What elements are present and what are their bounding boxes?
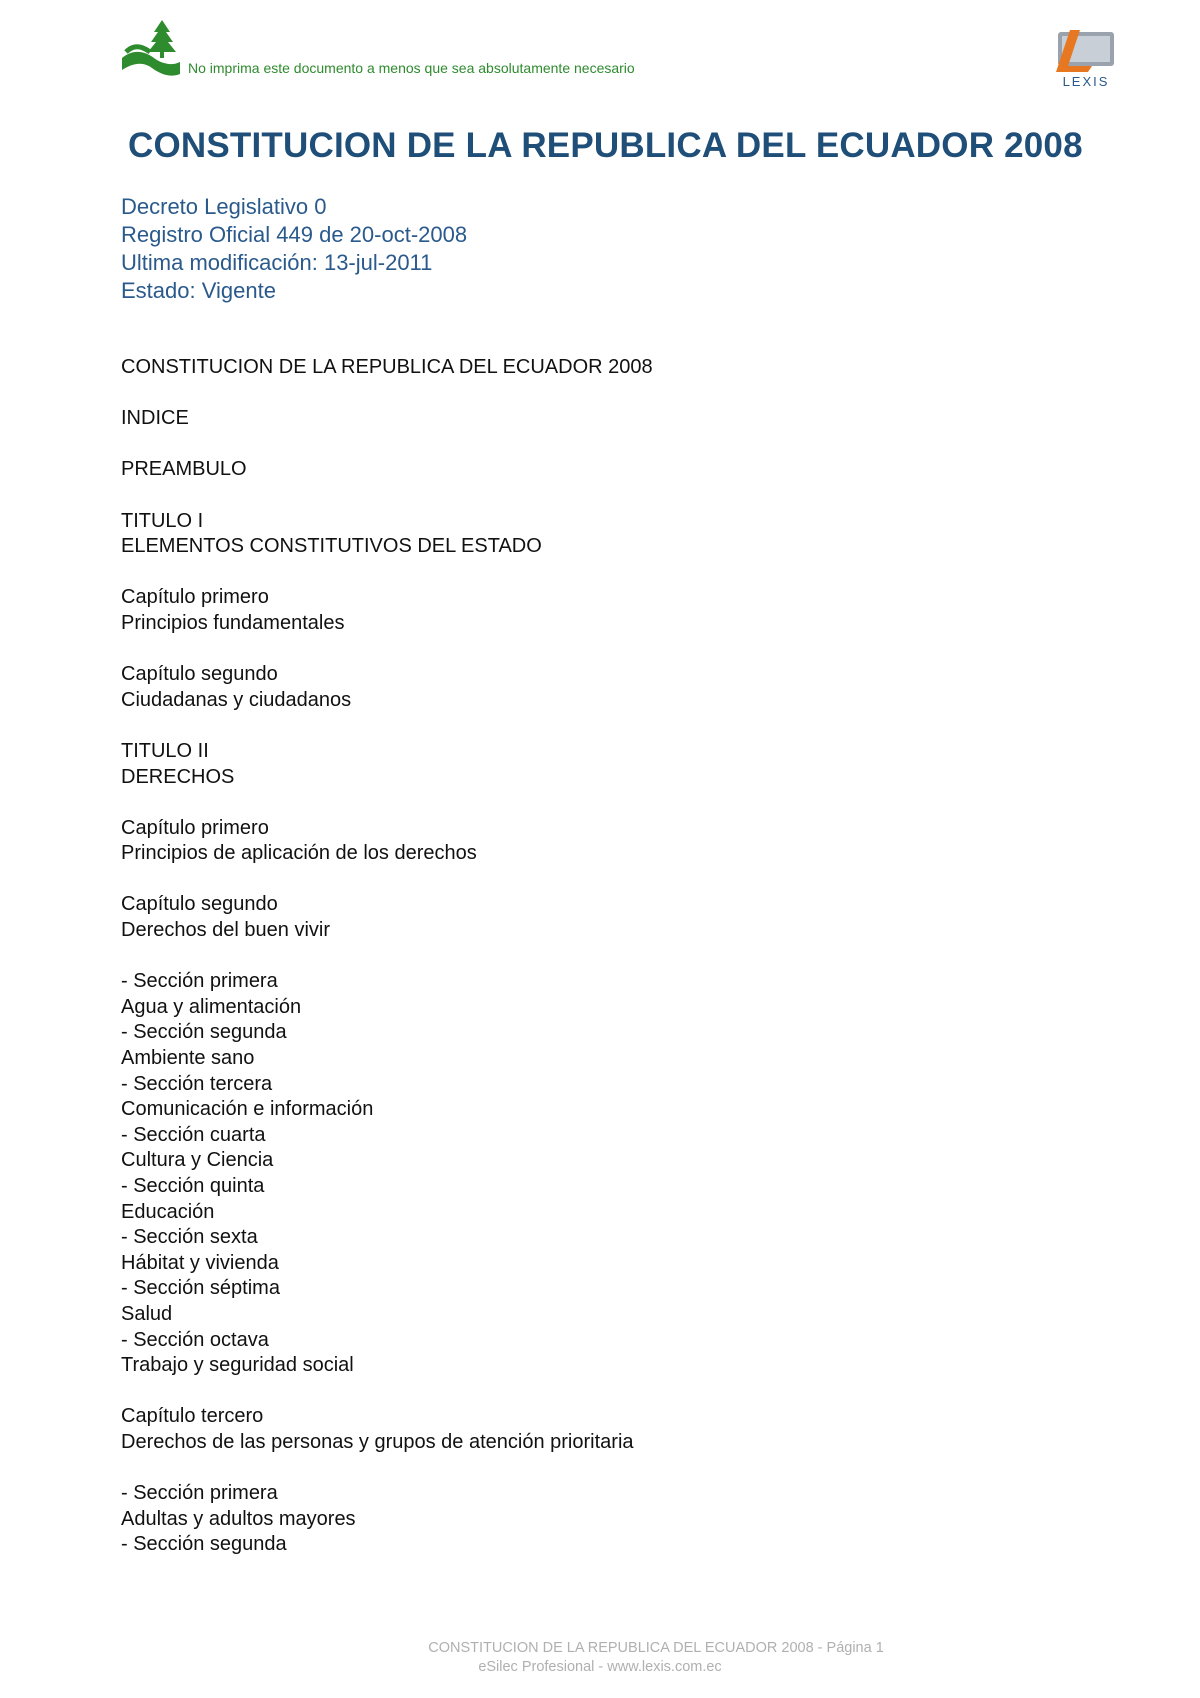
page-header xyxy=(0,0,1200,100)
document-line: DERECHOS xyxy=(121,765,235,788)
document-line: INDICE xyxy=(121,407,189,430)
document-line: Capítulo tercero xyxy=(121,1405,264,1428)
document-line: CONSTITUCION DE LA REPUBLICA DEL ECUADOR 2008 xyxy=(121,356,653,378)
blank-line xyxy=(121,381,653,407)
document-line: - Sección quinta xyxy=(121,1175,265,1197)
document-line: PREAMBULO xyxy=(121,458,247,481)
document-index-body xyxy=(121,355,653,1558)
meta-registro: Registro Oficial 449 de 20-oct-2008 xyxy=(121,222,468,247)
blank-line xyxy=(121,432,653,458)
document-line: - Sección primera xyxy=(121,970,278,993)
document-line: - Sección tercera xyxy=(121,1072,273,1095)
document-line: Trabajo y seguridad social xyxy=(121,1354,354,1377)
document-line: - Sección octava xyxy=(121,1328,269,1351)
document-line: Capítulo segundo xyxy=(121,893,278,916)
blank-line xyxy=(121,483,653,509)
blank-line xyxy=(121,560,653,586)
lexis-logo xyxy=(1046,26,1126,88)
document-line: Capítulo segundo xyxy=(121,663,278,686)
document-line: TITULO I xyxy=(121,509,204,532)
document-line: - Sección primera xyxy=(121,1482,278,1505)
document-line: Educación xyxy=(121,1200,215,1223)
blank-line xyxy=(121,790,653,816)
document-line: Principios de aplicación de los derechos xyxy=(121,842,477,865)
document-line: - Sección sexta xyxy=(121,1226,258,1249)
document-line: Capítulo primero xyxy=(121,816,269,839)
meta-estado: Estado: Vigente xyxy=(121,278,276,303)
document-line: TITULO II xyxy=(121,739,209,762)
document-line: ELEMENTOS CONSTITUTIVOS DEL ESTADO xyxy=(121,535,542,558)
document-line: Capítulo primero xyxy=(121,586,269,609)
document-line: Cultura y Ciencia xyxy=(121,1149,274,1172)
blank-line xyxy=(121,944,653,970)
document-line: Principios fundamentales xyxy=(121,611,345,634)
eco-print-notice: No imprima este documento a menos que sea absolutamente necesario xyxy=(188,60,635,76)
document-line: Salud xyxy=(121,1302,173,1325)
blank-line xyxy=(121,1379,653,1405)
page-footer xyxy=(0,1639,1200,1677)
document-title: CONSTITUCION DE LA REPUBLICA DEL ECUADOR 2008 xyxy=(128,126,1083,165)
document-line: - Sección segunda xyxy=(121,1021,287,1044)
footer-page-info: CONSTITUCION DE LA REPUBLICA DEL ECUADOR 2008 - Página 1 xyxy=(428,1640,884,1656)
blank-line xyxy=(121,713,653,739)
document-line: - Sección cuarta xyxy=(121,1123,266,1146)
meta-decreto: Decreto Legislativo 0 xyxy=(121,194,327,219)
document-metadata xyxy=(121,193,467,305)
tree-road-icon xyxy=(120,18,182,76)
document-line: Comunicación e información xyxy=(121,1098,374,1121)
document-line: - Sección segunda xyxy=(121,1533,287,1556)
footer-website: eSilec Profesional - www.lexis.com.ec xyxy=(478,1659,722,1675)
document-line: Derechos del buen vivir xyxy=(121,919,330,942)
blank-line xyxy=(121,637,653,663)
document-line: Agua y alimentación xyxy=(121,995,302,1018)
document-line: Hábitat y vivienda xyxy=(121,1251,279,1274)
document-line: Ciudadanas y ciudadanos xyxy=(121,688,352,711)
document-line: Adultas y adultos mayores xyxy=(121,1507,356,1530)
document-line: Derechos de las personas y grupos de atención prioritaria xyxy=(121,1430,634,1453)
lexis-brand-text: LEXIS xyxy=(1062,74,1110,88)
blank-line xyxy=(121,1456,653,1482)
blank-line xyxy=(121,867,653,893)
document-line: - Sección séptima xyxy=(121,1277,280,1300)
document-line: Ambiente sano xyxy=(121,1047,255,1070)
meta-modificacion: Ultima modificación: 13-jul-2011 xyxy=(121,250,433,275)
